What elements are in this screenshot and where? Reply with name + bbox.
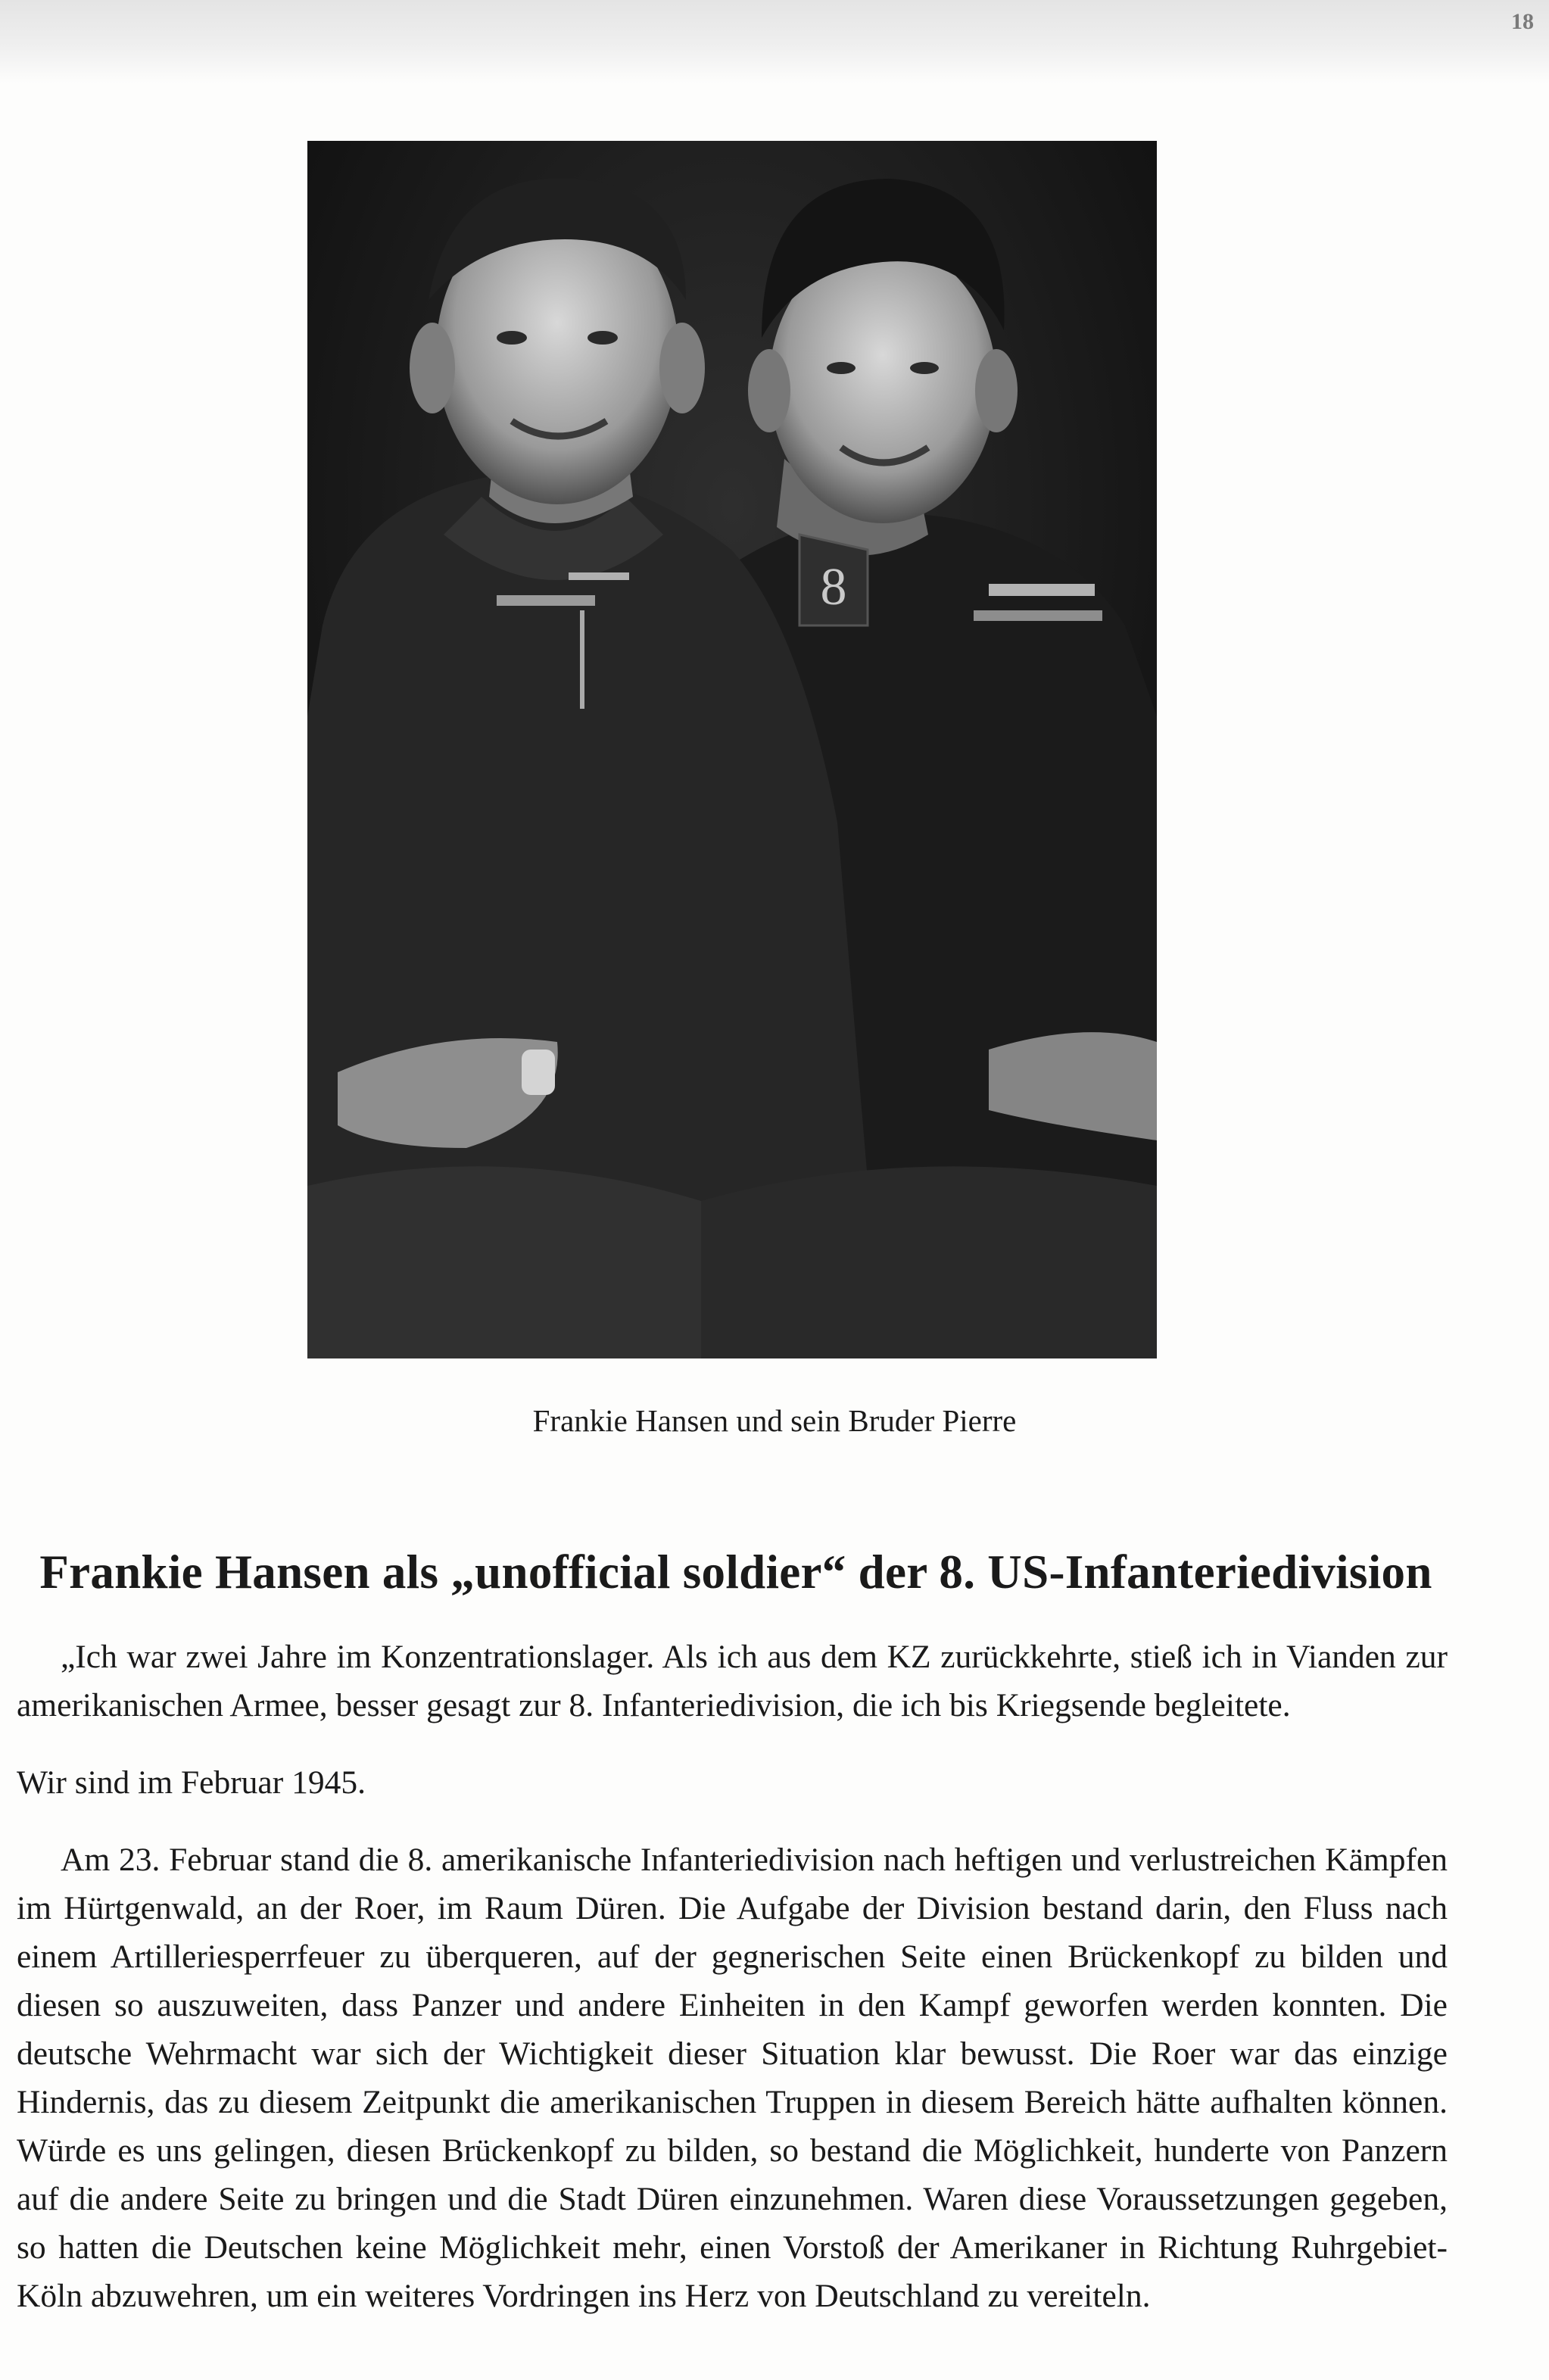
paragraph-3: Am 23. Februar stand die 8. amerikanische Infanteriedivision nach heftigen und verlustreichen Kämpfen im Hürtgenwald, an der Roer, im Raum Düren. Die Aufgabe der Division bestand darin, den Fluss nach einem Artilleriesperrfeuer zu überqueren, auf der gegnerischen Seite einen Brückenkopf zu bilden und diesen so auszuweiten, dass Panzer und andere Einheiten in den Kampf geworfen werden konnten. Die deutsche Wehrmacht war sich der Wichtigkeit dieser Situation klar bewusst. Die Roer war das einzige Hindernis, das zu diesem Zeitpunkt die amerikanischen Truppen in diesem Bereich hätte aufhalten können. Würde es uns gelingen, diesen Brückenkopf zu bilden, so bestand die Möglichkeit, hunderte von Panzern auf die andere Seite zu bringen und die Stadt Düren einzunehmen. Waren diese Voraussetzungen gegeben, so hatten die Deutschen keine Möglichkeit mehr, einen Vorstoß der Amerikaner in Richtung Ruhrgebiet-Köln abzuwehren, um ein weiteres Vordringen ins Herz von Deutschland zu vereiteln. [17,1842,1448,2314]
shoulder-patch-label: 8 [820,558,847,616]
scan-top-shade [0,0,1549,83]
body-text [17,1633,1448,2320]
portrait-photo-icon [307,141,1157,1358]
portrait-photo [307,141,1157,1358]
photo-caption: Frankie Hansen und sein Bruder Pierre [532,1403,1017,1438]
section-heading: Frankie Hansen als „unofficial soldier“ der 8. US-Infanteriedivision [39,1546,1432,1599]
paragraph-1: „Ich war zwei Jahre im Konzentrationslager. Als ich aus dem KZ zurückkehrte, stieß ich in Vianden zur amerikanischen Armee, besser gesagt zur 8. Infanteriedivision, die ich bis Kriegsende begleitete. [17,1639,1448,1723]
paragraph-2: Wir sind im Februar 1945. [17,1764,366,1801]
page-number: 18 [1511,9,1534,34]
